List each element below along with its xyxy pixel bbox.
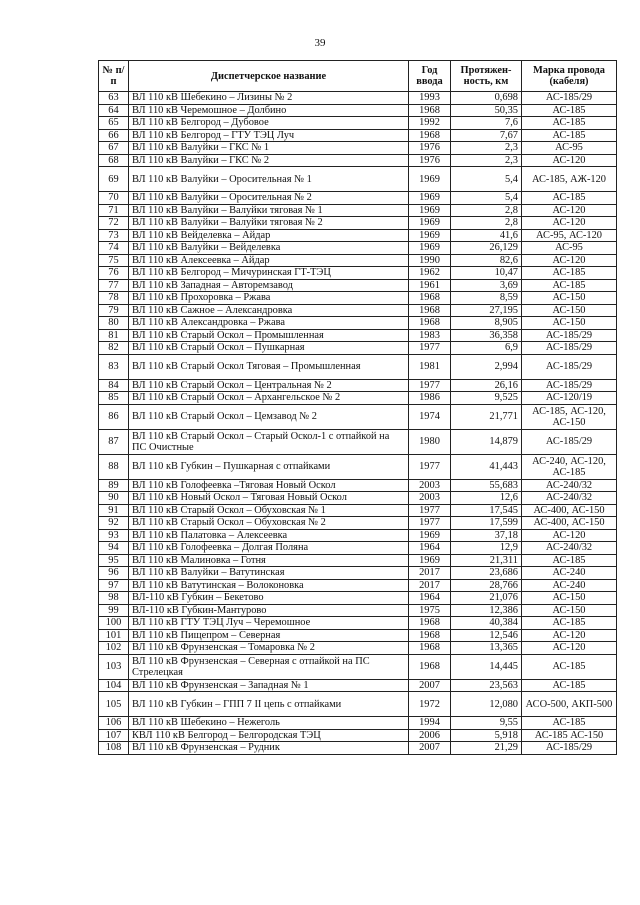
row-dispatch-name: ВЛ 110 кВ ГТУ ТЭЦ Луч – Черемошное <box>129 617 409 630</box>
row-year: 1968 <box>409 642 451 655</box>
table-row <box>99 92 617 105</box>
row-dispatch-name: ВЛ 110 кВ Старый Оскол – Пушкарная <box>129 342 409 355</box>
row-length: 23,563 <box>451 679 522 692</box>
row-length: 2,3 <box>451 154 522 167</box>
row-wire-mark: АС-185 <box>522 654 617 679</box>
row-length: 41,443 <box>451 454 522 479</box>
row-year: 2003 <box>409 492 451 505</box>
row-length: 40,384 <box>451 617 522 630</box>
table-row <box>99 404 617 429</box>
row-year: 1977 <box>409 342 451 355</box>
row-number: 79 <box>99 304 129 317</box>
row-wire-mark: АС-185 <box>522 717 617 730</box>
table-row <box>99 317 617 330</box>
row-length: 10,47 <box>451 267 522 280</box>
row-wire-mark: АС-95 <box>522 142 617 155</box>
row-dispatch-name: ВЛ 110 кВ Вейделевка – Айдар <box>129 229 409 242</box>
row-number: 97 <box>99 579 129 592</box>
row-number: 96 <box>99 567 129 580</box>
row-year: 1969 <box>409 529 451 542</box>
row-length: 26,129 <box>451 242 522 255</box>
row-wire-mark: АС-400, АС-150 <box>522 504 617 517</box>
row-length: 21,311 <box>451 554 522 567</box>
row-wire-mark: АС-185 <box>522 554 617 567</box>
row-year: 2003 <box>409 479 451 492</box>
row-number: 102 <box>99 642 129 655</box>
row-length: 12,9 <box>451 542 522 555</box>
row-wire-mark: АС-185 <box>522 679 617 692</box>
row-number: 107 <box>99 729 129 742</box>
row-length: 26,16 <box>451 379 522 392</box>
row-dispatch-name: ВЛ 110 кВ Валуйки – Валуйки тяговая № 1 <box>129 204 409 217</box>
table-row <box>99 229 617 242</box>
row-dispatch-name: ВЛ-110 кВ Губкин – Бекетово <box>129 592 409 605</box>
row-number: 86 <box>99 404 129 429</box>
header-wire-mark: Марка провода (кабеля) <box>522 61 617 92</box>
row-wire-mark: АС-185 <box>522 117 617 130</box>
row-number: 80 <box>99 317 129 330</box>
row-number: 106 <box>99 717 129 730</box>
row-wire-mark: АС-185/29 <box>522 329 617 342</box>
table-row <box>99 354 617 379</box>
row-dispatch-name: ВЛ 110 кВ Губкин – ГПП 7 II цепь с отпайками <box>129 692 409 717</box>
row-year: 1977 <box>409 379 451 392</box>
row-dispatch-name: КВЛ 110 кВ Белгород – Белгородская ТЭЦ <box>129 729 409 742</box>
power-lines-table <box>98 60 617 755</box>
table-row <box>99 429 617 454</box>
row-dispatch-name: ВЛ 110 кВ Фрунзенская – Томаровка № 2 <box>129 642 409 655</box>
row-dispatch-name: ВЛ 110 кВ Старый Оскол – Промышленная <box>129 329 409 342</box>
row-dispatch-name: ВЛ 110 кВ Шебекино – Лизины № 2 <box>129 92 409 105</box>
row-wire-mark: АС-400, АС-150 <box>522 517 617 530</box>
row-year: 1962 <box>409 267 451 280</box>
row-number: 69 <box>99 167 129 192</box>
table-row <box>99 654 617 679</box>
row-length: 82,6 <box>451 254 522 267</box>
table-row <box>99 679 617 692</box>
table-row <box>99 242 617 255</box>
row-length: 6,9 <box>451 342 522 355</box>
row-length: 36,358 <box>451 329 522 342</box>
row-number: 89 <box>99 479 129 492</box>
row-number: 103 <box>99 654 129 679</box>
row-wire-mark: АС-120 <box>522 529 617 542</box>
row-dispatch-name: ВЛ 110 кВ Прохоровка – Ржава <box>129 292 409 305</box>
row-wire-mark: АС-150 <box>522 317 617 330</box>
row-length: 12,386 <box>451 604 522 617</box>
header-dispatch-name: Диспетчерское название <box>129 61 409 92</box>
row-dispatch-name: ВЛ 110 кВ Старый Оскол – Старый Оскол-1 с отпайкой на ПС Очистные <box>129 429 409 454</box>
row-number: 90 <box>99 492 129 505</box>
row-wire-mark: АСО-500, АКП-500 <box>522 692 617 717</box>
table-row <box>99 579 617 592</box>
row-year: 1977 <box>409 504 451 517</box>
row-length: 7,67 <box>451 129 522 142</box>
row-wire-mark: АС-185 <box>522 267 617 280</box>
row-number: 84 <box>99 379 129 392</box>
row-dispatch-name: ВЛ 110 кВ Новый Оскол – Тяговая Новый Оскол <box>129 492 409 505</box>
row-wire-mark: АС-185 <box>522 192 617 205</box>
row-dispatch-name: ВЛ-110 кВ Губкин-Мантурово <box>129 604 409 617</box>
row-year: 1968 <box>409 629 451 642</box>
row-wire-mark: АС-95 <box>522 242 617 255</box>
row-length: 3,69 <box>451 279 522 292</box>
table-row <box>99 717 617 730</box>
table-row <box>99 592 617 605</box>
row-length: 5,4 <box>451 167 522 192</box>
table-row <box>99 279 617 292</box>
row-length: 7,6 <box>451 117 522 130</box>
row-wire-mark: АС-150 <box>522 604 617 617</box>
table-row <box>99 342 617 355</box>
row-dispatch-name: ВЛ 110 кВ Фрунзенская – Рудник <box>129 742 409 755</box>
row-number: 85 <box>99 392 129 405</box>
row-dispatch-name: ВЛ 110 кВ Валуйки – ГКС № 2 <box>129 154 409 167</box>
row-length: 14,879 <box>451 429 522 454</box>
row-number: 105 <box>99 692 129 717</box>
table-row <box>99 604 617 617</box>
table-body <box>99 92 617 755</box>
row-year: 1968 <box>409 292 451 305</box>
row-year: 1969 <box>409 242 451 255</box>
row-number: 78 <box>99 292 129 305</box>
row-year: 1964 <box>409 542 451 555</box>
row-dispatch-name: ВЛ 110 кВ Фрунзенская – Северная с отпайкой на ПС Стрелецкая <box>129 654 409 679</box>
row-year: 1993 <box>409 92 451 105</box>
row-year: 1975 <box>409 604 451 617</box>
row-year: 1968 <box>409 104 451 117</box>
row-year: 1977 <box>409 454 451 479</box>
row-length: 23,686 <box>451 567 522 580</box>
row-dispatch-name: ВЛ 110 кВ Старый Оскол – Архангельское № 2 <box>129 392 409 405</box>
row-length: 2,994 <box>451 354 522 379</box>
row-number: 92 <box>99 517 129 530</box>
row-number: 67 <box>99 142 129 155</box>
row-year: 2017 <box>409 579 451 592</box>
row-length: 17,545 <box>451 504 522 517</box>
row-length: 12,080 <box>451 692 522 717</box>
row-length: 2,3 <box>451 142 522 155</box>
table-row <box>99 292 617 305</box>
table-row <box>99 629 617 642</box>
table-row <box>99 254 617 267</box>
row-length: 5,918 <box>451 729 522 742</box>
row-wire-mark: АС-185/29 <box>522 354 617 379</box>
table-row <box>99 167 617 192</box>
table-row <box>99 142 617 155</box>
row-number: 76 <box>99 267 129 280</box>
table-row <box>99 504 617 517</box>
row-year: 1968 <box>409 654 451 679</box>
row-number: 94 <box>99 542 129 555</box>
row-wire-mark: АС-185 <box>522 617 617 630</box>
row-year: 2017 <box>409 567 451 580</box>
header-year: Год ввода <box>409 61 451 92</box>
row-wire-mark: АС-185/29 <box>522 342 617 355</box>
row-year: 1969 <box>409 229 451 242</box>
row-year: 1968 <box>409 617 451 630</box>
table-header-row <box>99 61 617 92</box>
table-row <box>99 192 617 205</box>
row-dispatch-name: ВЛ 110 кВ Голофеевка –Тяговая Новый Оскол <box>129 479 409 492</box>
table-row <box>99 304 617 317</box>
row-year: 1977 <box>409 517 451 530</box>
row-year: 1992 <box>409 117 451 130</box>
row-wire-mark: АС-185, АС-120, АС-150 <box>522 404 617 429</box>
row-length: 21,29 <box>451 742 522 755</box>
row-length: 0,698 <box>451 92 522 105</box>
row-wire-mark: АС-185/29 <box>522 379 617 392</box>
row-wire-mark: АС-120 <box>522 629 617 642</box>
row-dispatch-name: ВЛ 110 кВ Валуйки – ГКС № 1 <box>129 142 409 155</box>
row-number: 70 <box>99 192 129 205</box>
row-length: 37,18 <box>451 529 522 542</box>
row-length: 12,6 <box>451 492 522 505</box>
row-year: 1976 <box>409 154 451 167</box>
row-wire-mark: АС-120 <box>522 642 617 655</box>
table-row <box>99 154 617 167</box>
table-row <box>99 742 617 755</box>
row-year: 1964 <box>409 592 451 605</box>
header-length: Протяжен-ность, км <box>451 61 522 92</box>
row-length: 8,905 <box>451 317 522 330</box>
row-number: 68 <box>99 154 129 167</box>
row-number: 99 <box>99 604 129 617</box>
row-wire-mark: АС-240/32 <box>522 492 617 505</box>
table-row <box>99 329 617 342</box>
row-wire-mark: АС-120 <box>522 254 617 267</box>
row-length: 8,59 <box>451 292 522 305</box>
table-row <box>99 217 617 230</box>
row-year: 1969 <box>409 167 451 192</box>
row-year: 1969 <box>409 554 451 567</box>
table-row <box>99 692 617 717</box>
row-wire-mark: АС-185 <box>522 104 617 117</box>
row-dispatch-name: ВЛ 110 кВ Губкин – Пушкарная с отпайками <box>129 454 409 479</box>
row-dispatch-name: ВЛ 110 кВ Старый Оскол – Обуховская № 1 <box>129 504 409 517</box>
row-length: 27,195 <box>451 304 522 317</box>
row-wire-mark: АС-240/32 <box>522 542 617 555</box>
row-number: 81 <box>99 329 129 342</box>
row-wire-mark: АС-150 <box>522 592 617 605</box>
row-wire-mark: АС-240 <box>522 579 617 592</box>
row-length: 2,8 <box>451 217 522 230</box>
row-number: 64 <box>99 104 129 117</box>
row-dispatch-name: ВЛ 110 кВ Валуйки – Ватутинская <box>129 567 409 580</box>
table-row <box>99 379 617 392</box>
row-dispatch-name: ВЛ 110 кВ Фрунзенская – Западная № 1 <box>129 679 409 692</box>
row-dispatch-name: ВЛ 110 кВ Валуйки – Вейделевка <box>129 242 409 255</box>
row-wire-mark: АС-150 <box>522 292 617 305</box>
row-dispatch-name: ВЛ 110 кВ Голофеевка – Долгая Поляна <box>129 542 409 555</box>
row-number: 88 <box>99 454 129 479</box>
row-wire-mark: АС-185 АС-150 <box>522 729 617 742</box>
row-number: 73 <box>99 229 129 242</box>
table-row <box>99 104 617 117</box>
row-dispatch-name: ВЛ 110 кВ Старый Оскол – Цемзавод № 2 <box>129 404 409 429</box>
row-year: 1968 <box>409 129 451 142</box>
row-number: 104 <box>99 679 129 692</box>
row-dispatch-name: ВЛ 110 кВ Сажное – Александровка <box>129 304 409 317</box>
table-row <box>99 204 617 217</box>
row-number: 100 <box>99 617 129 630</box>
row-wire-mark: АС-185, АЖ-120 <box>522 167 617 192</box>
row-year: 1994 <box>409 717 451 730</box>
row-wire-mark: АС-185 <box>522 129 617 142</box>
row-dispatch-name: ВЛ 110 кВ Ватутинская – Волоконовка <box>129 579 409 592</box>
row-length: 17,599 <box>451 517 522 530</box>
row-year: 1976 <box>409 142 451 155</box>
row-number: 91 <box>99 504 129 517</box>
row-wire-mark: АС-150 <box>522 304 617 317</box>
row-dispatch-name: ВЛ 110 кВ Старый Оскол – Обуховская № 2 <box>129 517 409 530</box>
table-row <box>99 554 617 567</box>
table-row <box>99 529 617 542</box>
row-number: 95 <box>99 554 129 567</box>
row-length: 9,55 <box>451 717 522 730</box>
row-length: 55,683 <box>451 479 522 492</box>
row-dispatch-name: ВЛ 110 кВ Валуйки – Валуйки тяговая № 2 <box>129 217 409 230</box>
row-number: 65 <box>99 117 129 130</box>
table-row <box>99 392 617 405</box>
row-year: 1990 <box>409 254 451 267</box>
row-wire-mark: АС-120 <box>522 154 617 167</box>
row-year: 1968 <box>409 317 451 330</box>
row-number: 93 <box>99 529 129 542</box>
row-year: 1969 <box>409 217 451 230</box>
table-row <box>99 542 617 555</box>
row-dispatch-name: ВЛ 110 кВ Малиновка – Готня <box>129 554 409 567</box>
row-year: 1986 <box>409 392 451 405</box>
row-wire-mark: АС-95, АС-120 <box>522 229 617 242</box>
row-number: 74 <box>99 242 129 255</box>
row-dispatch-name: ВЛ 110 кВ Александровка – Ржава <box>129 317 409 330</box>
row-year: 2006 <box>409 729 451 742</box>
row-dispatch-name: ВЛ 110 кВ Шебекино – Нежеголь <box>129 717 409 730</box>
table-row <box>99 479 617 492</box>
row-wire-mark: АС-240 <box>522 567 617 580</box>
row-wire-mark: АС-240, АС-120, АС-185 <box>522 454 617 479</box>
row-dispatch-name: ВЛ 110 кВ Старый Оскол Тяговая – Промышленная <box>129 354 409 379</box>
row-wire-mark: АС-185/29 <box>522 92 617 105</box>
row-dispatch-name: ВЛ 110 кВ Старый Оскол – Центральная № 2 <box>129 379 409 392</box>
row-length: 28,766 <box>451 579 522 592</box>
row-year: 1974 <box>409 404 451 429</box>
row-length: 41,6 <box>451 229 522 242</box>
row-year: 1968 <box>409 304 451 317</box>
row-year: 1969 <box>409 192 451 205</box>
row-length: 50,35 <box>451 104 522 117</box>
row-wire-mark: АС-120 <box>522 217 617 230</box>
row-wire-mark: АС-185 <box>522 279 617 292</box>
row-number: 75 <box>99 254 129 267</box>
row-length: 2,8 <box>451 204 522 217</box>
row-dispatch-name: ВЛ 110 кВ Белгород – Дубовое <box>129 117 409 130</box>
row-number: 71 <box>99 204 129 217</box>
row-length: 14,445 <box>451 654 522 679</box>
row-dispatch-name: ВЛ 110 кВ Валуйки – Оросительная № 2 <box>129 192 409 205</box>
table-row <box>99 129 617 142</box>
table-row <box>99 267 617 280</box>
row-number: 101 <box>99 629 129 642</box>
page-number: 39 <box>314 37 326 49</box>
row-number: 66 <box>99 129 129 142</box>
table-row <box>99 642 617 655</box>
row-number: 98 <box>99 592 129 605</box>
table-row <box>99 117 617 130</box>
row-number: 108 <box>99 742 129 755</box>
row-number: 63 <box>99 92 129 105</box>
row-dispatch-name: ВЛ 110 кВ Черемошное – Долбино <box>129 104 409 117</box>
row-year: 1980 <box>409 429 451 454</box>
row-year: 1972 <box>409 692 451 717</box>
row-wire-mark: АС-185/29 <box>522 429 617 454</box>
row-wire-mark: АС-120 <box>522 204 617 217</box>
table-row <box>99 454 617 479</box>
row-dispatch-name: ВЛ 110 кВ Пищепром – Северная <box>129 629 409 642</box>
row-length: 5,4 <box>451 192 522 205</box>
row-dispatch-name: ВЛ 110 кВ Валуйки – Оросительная № 1 <box>129 167 409 192</box>
row-dispatch-name: ВЛ 110 кВ Белгород – ГТУ ТЭЦ Луч <box>129 129 409 142</box>
table-row <box>99 567 617 580</box>
row-year: 1981 <box>409 354 451 379</box>
row-year: 1983 <box>409 329 451 342</box>
row-dispatch-name: ВЛ 110 кВ Палатовка – Алексеевка <box>129 529 409 542</box>
row-year: 2007 <box>409 742 451 755</box>
row-length: 21,771 <box>451 404 522 429</box>
row-dispatch-name: ВЛ 110 кВ Белгород – Мичуринская ГТ-ТЭЦ <box>129 267 409 280</box>
row-dispatch-name: ВЛ 110 кВ Алексеевка – Айдар <box>129 254 409 267</box>
row-wire-mark: АС-120/19 <box>522 392 617 405</box>
row-length: 9,525 <box>451 392 522 405</box>
table-row <box>99 729 617 742</box>
row-number: 77 <box>99 279 129 292</box>
table-row <box>99 617 617 630</box>
row-wire-mark: АС-240/32 <box>522 479 617 492</box>
row-length: 12,546 <box>451 629 522 642</box>
row-year: 1969 <box>409 204 451 217</box>
row-number: 82 <box>99 342 129 355</box>
header-number: № п/п <box>99 61 129 92</box>
table-row <box>99 517 617 530</box>
row-year: 1961 <box>409 279 451 292</box>
row-dispatch-name: ВЛ 110 кВ Западная – Авторемзавод <box>129 279 409 292</box>
row-wire-mark: АС-185/29 <box>522 742 617 755</box>
row-length: 21,076 <box>451 592 522 605</box>
row-number: 83 <box>99 354 129 379</box>
row-length: 13,365 <box>451 642 522 655</box>
row-number: 87 <box>99 429 129 454</box>
row-year: 2007 <box>409 679 451 692</box>
table-row <box>99 492 617 505</box>
row-number: 72 <box>99 217 129 230</box>
